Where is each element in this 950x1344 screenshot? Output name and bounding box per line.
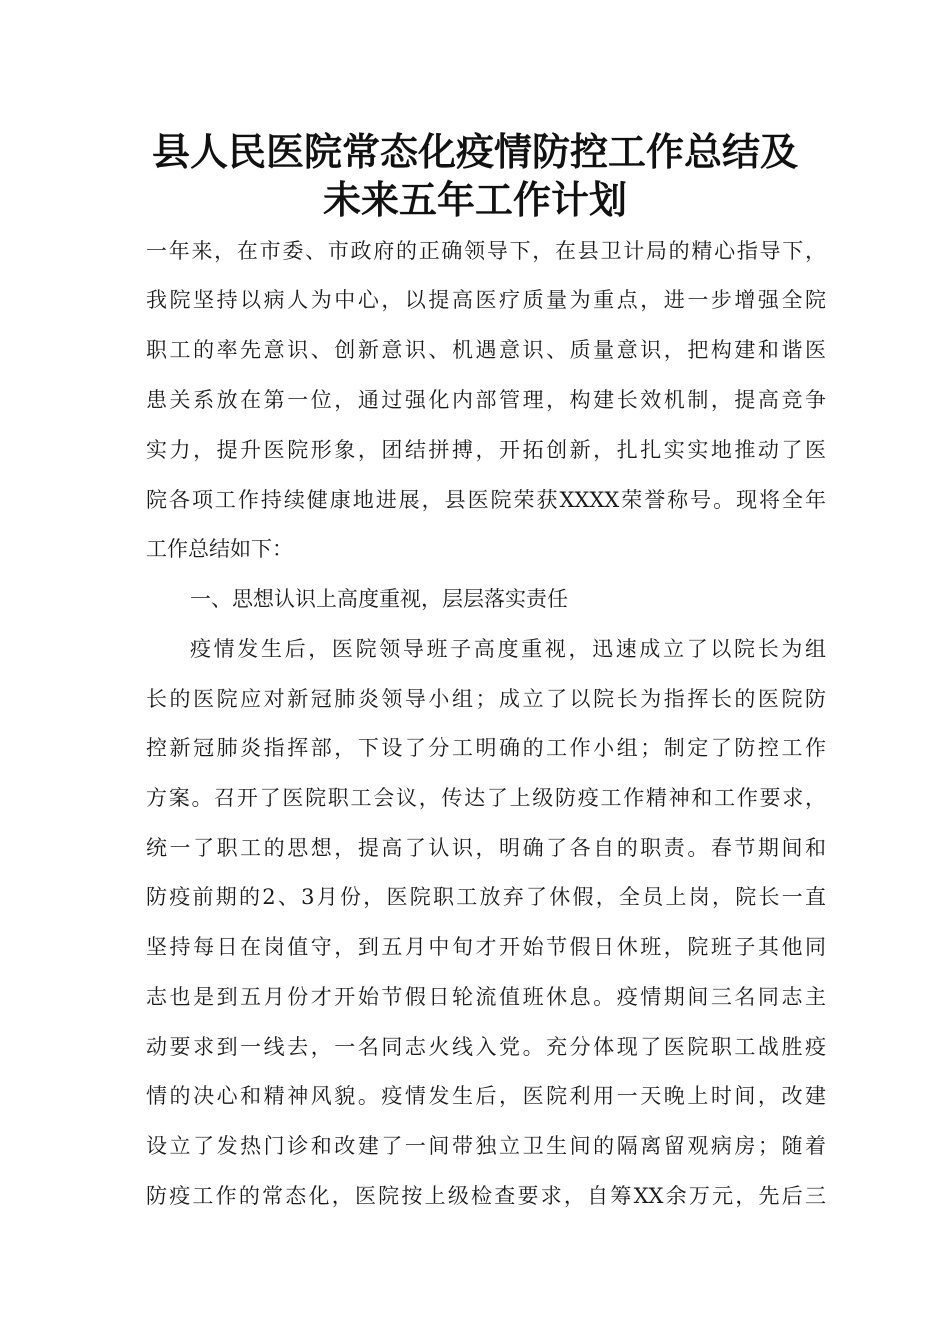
body-line: 统一了职工的思想，提高了认识，明确了各自的职责。春节期间和	[146, 836, 826, 860]
body-line: 防疫工作的常态化，医院按上级检查要求，自筹XX余万元，先后三	[146, 1184, 826, 1208]
body-line: 情的决心和精神风貌。疫情发生后，医院利用一天晚上时间，改建	[146, 1084, 826, 1108]
body-line: 志也是到五月份才开始节假日轮流值班休息。疫情期间三名同志主	[146, 985, 826, 1009]
section-heading: 一、思想认识上高度重视，层层落实责任	[190, 587, 568, 611]
body-line: 疫情发生后，医院领导班子高度重视，迅速成立了以院长为组	[190, 637, 826, 661]
document-title-line-1: 县人民医院常态化疫情防控工作总结及	[151, 130, 798, 174]
document-title-line-2: 未来五年工作计划	[322, 178, 627, 222]
body-line: 院各项工作持续健康地进展，县医院荣获XXXX荣誉称号。现将全年	[146, 488, 826, 512]
body-line: 患关系放在第一位，通过强化内部管理，构建长效机制，提高竞争	[146, 388, 826, 412]
body-line: 方案。召开了医院职工会议，传达了上级防疫工作精神和工作要求，	[146, 786, 826, 810]
body-line: 实力，提升医院形象，团结拼搏，开拓创新，扎扎实实地推动了医	[146, 438, 826, 462]
body-line: 动要求到一线去，一名同志火线入党。充分体现了医院职工战胜疫	[146, 1035, 826, 1059]
body-line: 职工的率先意识、创新意识、机遇意识、质量意识，把构建和谐医	[146, 338, 826, 362]
body-line: 防疫前期的2、3月份，医院职工放弃了休假，全员上岗，院长一直	[146, 885, 826, 909]
body-line: 控新冠肺炎指挥部，下设了分工明确的工作小组；制定了防控工作	[146, 736, 826, 760]
body-line: 长的医院应对新冠肺炎领导小组；成立了以院长为指挥长的医院防	[146, 687, 826, 711]
body-line: 设立了发热门诊和改建了一间带独立卫生间的隔离留观病房；随着	[146, 1134, 826, 1158]
body-line: 工作总结如下：	[146, 537, 293, 561]
body-line: 坚持每日在岗值守，到五月中旬才开始节假日休班，院班子其他同	[146, 935, 826, 959]
body-line: 我院坚持以病人为中心，以提高医疗质量为重点，进一步增强全院	[146, 288, 826, 312]
body-line: 一年来，在市委、市政府的正确领导下，在县卫计局的精心指导下，	[146, 239, 826, 263]
